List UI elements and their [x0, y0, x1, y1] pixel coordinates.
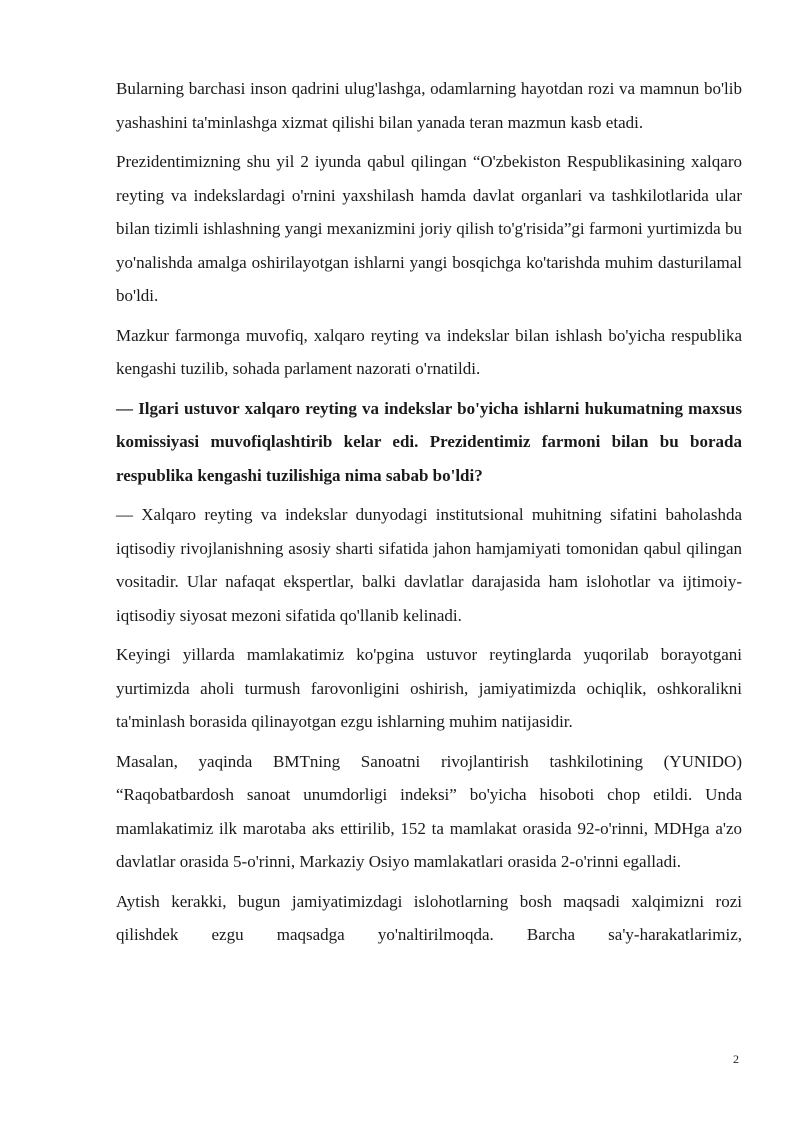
- document-page: [116, 72, 742, 958]
- paragraph-2: Prezidentimizning shu yil 2 iyunda qabul qilingan “O'zbekiston Respublikasining xalqaro reyting va indekslardagi o'rnini yaxshilash hamda davlat organlari va tashkilotlarida ular bilan tizimli ishlashning yangi mexanizmini joriy qilish to'g'risida”gi farmoni yurtimizda bu yo'nalishda amalga oshirilayotgan ishlarni yangi bosqichga ko'tarishda muhim dasturilamal bo'ldi.: [116, 152, 742, 305]
- paragraph-8: Aytish kerakki, bugun jamiyatimizdagi islohotlarning bosh maqsadi xalqimizni rozi qilishdek ezgu maqsadga yo'naltirilmoqda. Barcha sa'y-harakatlarimiz,: [116, 891, 742, 944]
- paragraph-7: Masalan, yaqinda BMTning Sanoatni rivojlantirish tashkilotining (YUNIDO) “Raqobatbardosh sanoat unumdorligi indeksi” bo'yicha hisoboti chop etildi. Unda mamlakatimiz ilk marotaba aks ettirilib, 152 ta mamlakat orasida 92-o'rinni, MDHga a'zo davlatlar orasida 5-o'rinni, Markaziy Osiyo mamlakatlari orasida 2-o'rinni egalladi.: [116, 751, 742, 871]
- page-number: 2: [733, 1052, 739, 1066]
- paragraph-1: Bularning barchasi inson qadrini ulug'lashga, odamlarning hayotdan rozi va mamnun bo'lib yashashini ta'minlashga xizmat qilishi bilan yanada teran mazmun kasb etadi.: [116, 79, 742, 132]
- interview-answer: — Xalqaro reyting va indekslar dunyodagi institutsional muhitning sifatini baholashda iqtisodiy rivojlanishning asosiy sharti sifatida jahon hamjamiyati tomonidan qabul qilingan vositadir. Ular nafaqat ekspertlar, balki davlatlar darajasida ham islohotlar va ijtimoiy-iqtisodiy siyosat mezoni sifatida qo'llanib kelinadi.: [116, 505, 742, 625]
- interview-question: — Ilgari ustuvor xalqaro reyting va indekslar bo'yicha ishlarni hukumatning maxsus komissiyasi muvofiqlashtirib kelar edi. Prezidentimiz farmoni bilan bu borada respublika kengashi tuzilishiga nima sabab bo'ldi?: [116, 398, 742, 485]
- paragraph-6: Keyingi yillarda mamlakatimiz ko'pgina ustuvor reytinglarda yuqorilab borayotgani yurtimizda aholi turmush farovonligini oshirish, jamiyatimizda ochiqlik, oshkoralikni ta'minlash borasida qilinayotgan ezgu ishlarning muhim natijasidir.: [116, 645, 742, 731]
- paragraph-3: Mazkur farmonga muvofiq, xalqaro reyting va indekslar bilan ishlash bo'yicha respublika kengashi tuzilib, sohada parlament nazorati o'rnatildi.: [116, 325, 742, 378]
